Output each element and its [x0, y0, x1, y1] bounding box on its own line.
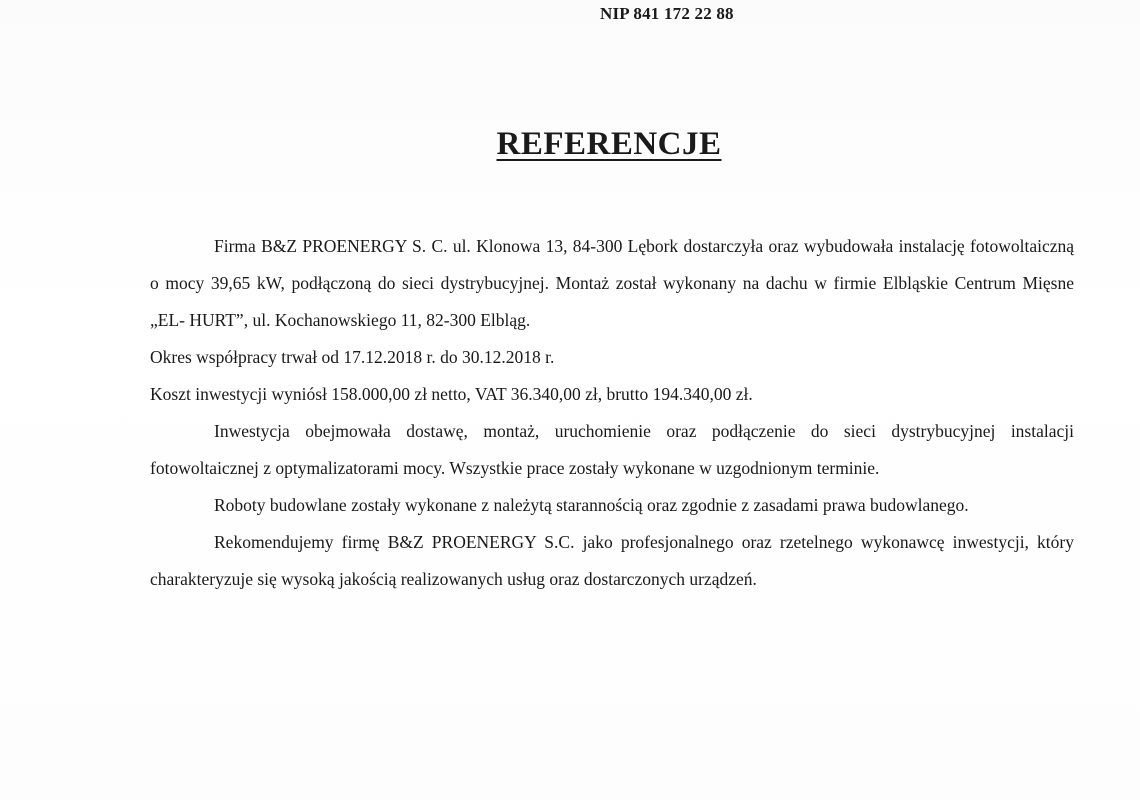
paragraph-recommendation: Rekomendujemy firmę B&Z PROENERGY S.C. jako profesjonalnego oraz rzetelnego wykonawcę inwestycji, który charakteryzuje się wysoką jakością realizowanych usług oraz dostarczonych urządzeń.	[150, 532, 1074, 589]
document-body	[150, 228, 1074, 598]
paragraph-cost: Koszt inwestycji wyniósł 158.000,00 zł netto, VAT 36.340,00 zł, brutto 194.340,00 zł.	[150, 384, 753, 404]
paragraph-quality: Roboty budowlane zostały wykonane z należytą starannością oraz zgodnie z zasadami prawa budowlanego.	[214, 495, 969, 515]
paragraph-scope: Inwestycja obejmowała dostawę, montaż, uruchomienie oraz podłączenie do sieci dystrybucyjnej instalacji fotowoltaicznej z optymalizatorami mocy. Wszystkie prace zostały wykonane w uzgodnionym terminie.	[150, 421, 1074, 478]
paragraph-intro: Firma B&Z PROENERGY S. C. ul. Klonowa 13, 84-300 Lębork dostarczyła oraz wybudowała instalację fotowoltaiczną o mocy 39,65 kW, podłączoną do sieci dystrybucyjnej. Montaż został wykonany na dachu w firmie Elbląskie Centrum Mięsne „EL- HURT”, ul. Kochanowskiego 11, 82-300 Elbląg.	[150, 236, 1074, 330]
document-title: REFERENCJE	[496, 126, 722, 162]
nip-number: NIP 841 172 22 88	[600, 4, 734, 23]
paragraph-period: Okres współpracy trwał od 17.12.2018 r. do 30.12.2018 r.	[150, 347, 555, 367]
